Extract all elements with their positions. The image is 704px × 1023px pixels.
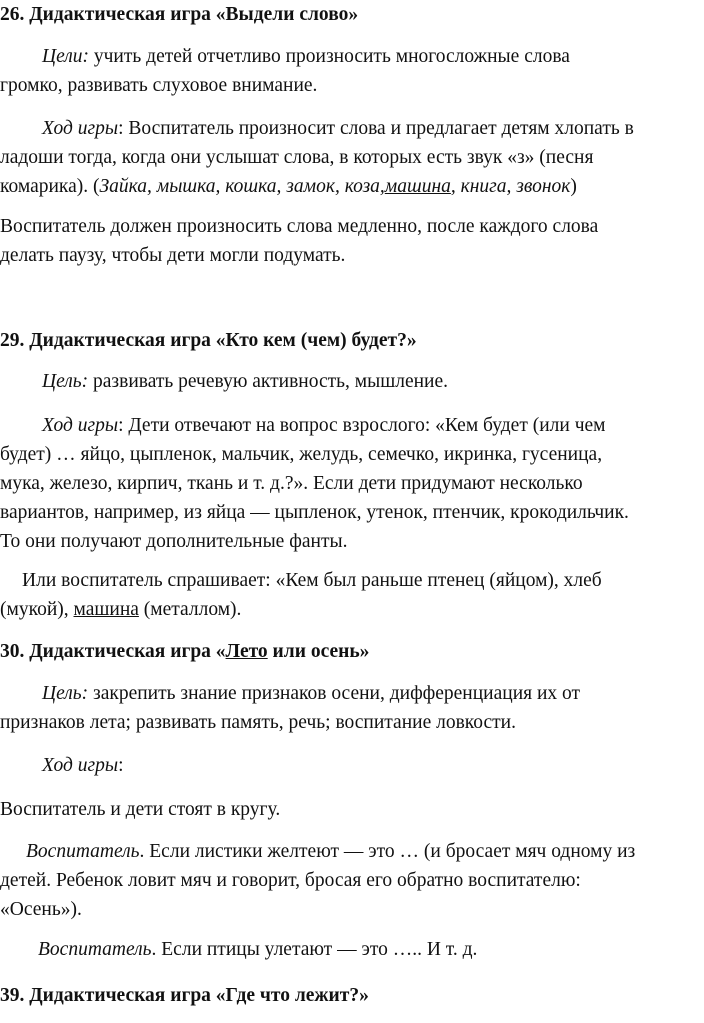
game-29-goal: Цель: развивать речевую активность, мышление. — [42, 371, 449, 392]
goal-label: Цель: — [42, 683, 89, 704]
underlined-word: машина — [73, 599, 139, 620]
game-29-course: Ход игры: Дети отвечают на вопрос взрослого: «Кем будет (или чем будет) … яйцо, цыпленок, мальчик, желудь, семечко, икринка, гусеница, мука, железо, кирпич, ткань и т. д.?». Если дети придумают несколько вариантов, например, из яйца — цыпленок, утенок, птенчик, крокодильчик. То они получают дополнительные фанты. — [0, 415, 629, 552]
game-30-p3: Воспитатель. Если птицы улетают — это ….. И т. д. — [38, 939, 478, 960]
game-26-title: 26. Дидактическая игра «Выдели слово» — [0, 4, 359, 25]
speaker-label: Воспитатель — [26, 841, 140, 862]
game-26-note: Воспитатель должен произносить слова медленно, после каждого слова делать паузу, чтобы дети могли подумать. — [0, 216, 599, 266]
course-label: Ход игры — [42, 755, 119, 776]
game-30-title: 30. Дидактическая игра «Лето или осень» — [0, 641, 370, 662]
game-26-goal: Цели: учить детей отчетливо произносить многосложные слова громко, развивать слуховое внимание. — [0, 46, 570, 96]
goal-label: Цели: — [42, 46, 89, 67]
game-30-course: Ход игры: — [42, 755, 124, 776]
game-30-goal: Цель: закрепить знание признаков осени, дифференциация их от признаков лета; развивать память, речь; воспитание ловкости. — [0, 683, 581, 733]
goal-label: Цель: — [42, 371, 89, 392]
underlined-word: машина — [384, 176, 451, 197]
underlined-word: Лето — [225, 641, 268, 662]
speaker-label: Воспитатель — [38, 939, 152, 960]
course-label: Ход игры — [42, 415, 119, 436]
game-29-extra: Или воспитатель спрашивает: «Кем был раньше птенец (яйцом), хлеб (мукой), машина (металлом). — [0, 570, 602, 620]
game-29-title: 29. Дидактическая игра «Кто кем (чем) будет?» — [0, 330, 417, 351]
game-26-course: Ход игры: Воспитатель произносит слова и предлагает детям хлопать в ладоши тогда, когда они услышат слова, в которых есть звук «з» (песня комарика). (Зайка, мышка, кошка, замок, коза,машина, книга, звонок) — [0, 118, 634, 197]
game-30-p1: Воспитатель и дети стоят в кругу. — [0, 799, 281, 820]
game-39-title: 39. Дидактическая игра «Где что лежит?» — [0, 985, 369, 1006]
course-label: Ход игры — [42, 118, 119, 139]
game-30-p2: Воспитатель. Если листики желтеют — это … (и бросает мяч одному из детей. Ребенок ловит мяч и говорит, бросая его обратно воспитателю: «Осень»). — [0, 841, 636, 920]
